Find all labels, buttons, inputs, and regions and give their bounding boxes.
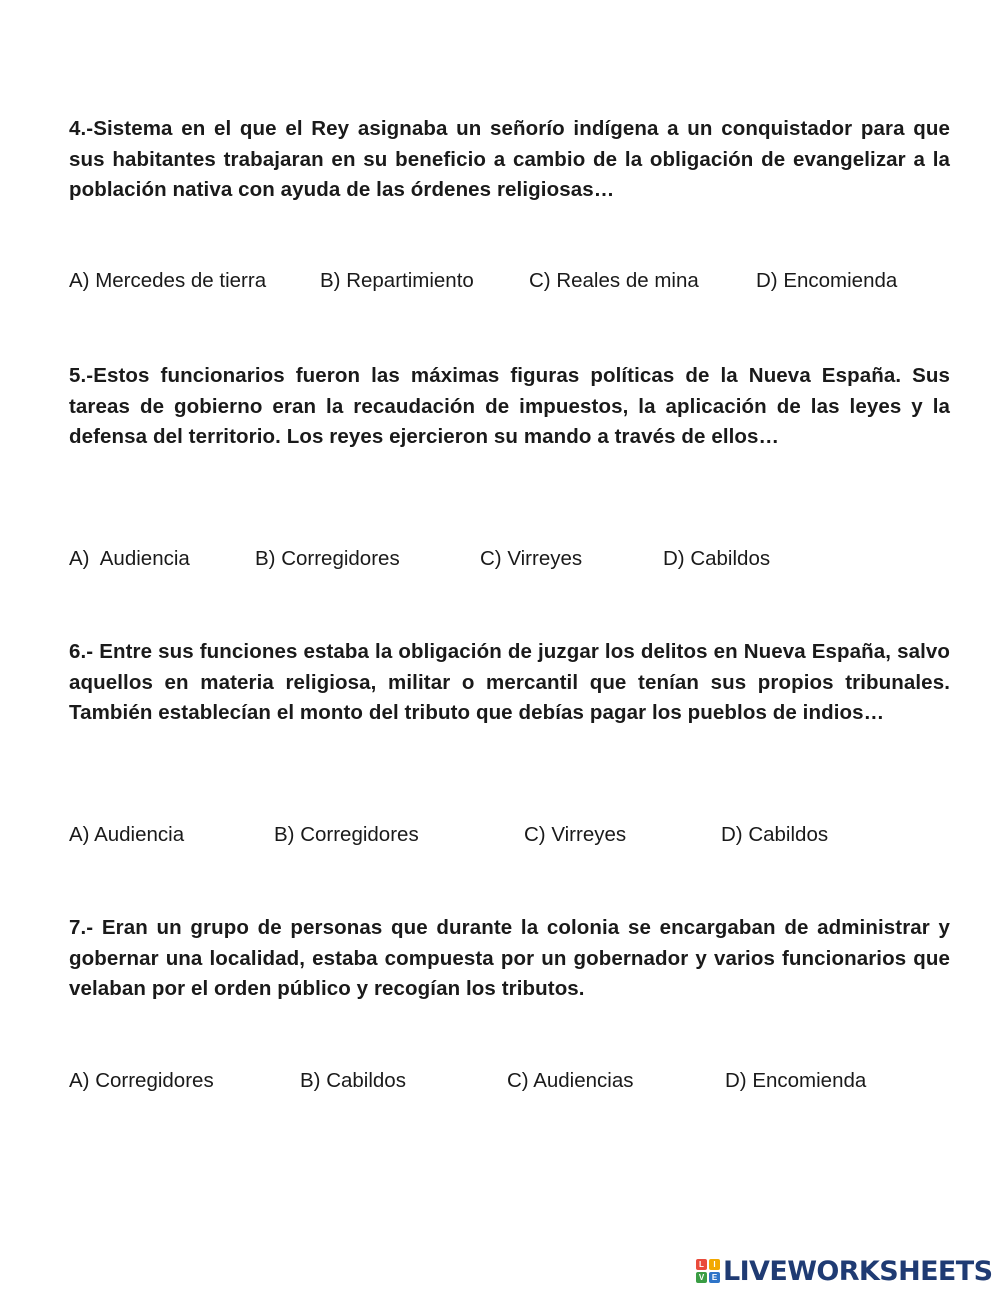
question-7-options: [69, 1066, 950, 1096]
logo-blocks-icon: [696, 1259, 720, 1283]
question-6-option-d[interactable]: D) Cabildos: [721, 823, 829, 846]
question-4-option-d[interactable]: D) Encomienda: [756, 269, 898, 292]
question-5: [69, 361, 950, 570]
question-4: [69, 114, 950, 292]
question-4-option-c[interactable]: C) Reales de mina: [529, 269, 699, 292]
question-5-option-d[interactable]: D) Cabildos: [663, 547, 771, 570]
question-6-option-b[interactable]: B) Corregidores: [274, 823, 419, 846]
question-5-text: 5.-Estos funcionarios fueron las máximas figuras políticas de la Nueva España. Sus tareas de gobierno eran la recaudación de impuestos, la aplicación de las leyes y la defensa del territorio. Los reyes ejercieron su mando a través de ellos…: [69, 364, 950, 448]
question-5-option-b[interactable]: B) Corregidores: [255, 547, 400, 570]
question-6: [69, 637, 950, 846]
logo-block-l: L: [696, 1259, 707, 1270]
question-5-option-c[interactable]: C) Virreyes: [480, 547, 583, 570]
question-7-option-b[interactable]: B) Cabildos: [300, 1069, 406, 1092]
question-6-options: [69, 820, 950, 850]
logo-block-v: V: [696, 1272, 707, 1283]
logo-block-i: I: [709, 1259, 720, 1270]
question-4-option-b[interactable]: B) Repartimiento: [320, 269, 474, 292]
question-6-option-c[interactable]: C) Virreyes: [524, 823, 627, 846]
question-5-option-a[interactable]: A) Audiencia: [69, 547, 190, 570]
liveworksheets-logo: [696, 1254, 992, 1288]
logo-block-e: E: [709, 1272, 720, 1283]
question-6-option-a[interactable]: A) Audiencia: [69, 823, 185, 846]
question-7-option-c[interactable]: C) Audiencias: [507, 1069, 634, 1092]
question-7-text: 7.- Eran un grupo de personas que durante la colonia se encargaban de administrar y gobernar una localidad, estaba compuesta por un gobernador y varios funcionarios que velaban por el orden público y recogían los tributos.: [69, 916, 950, 1000]
question-7: [69, 913, 950, 1092]
question-4-text: 4.-Sistema en el que el Rey asignaba un señorío indígena a un conquistador para que sus habitantes trabajaran en su beneficio a cambio de la obligación de evangelizar a la población nativa con ayuda de las órdenes religiosas…: [69, 117, 950, 201]
question-4-options: [69, 266, 950, 296]
question-5-options: [69, 544, 950, 574]
logo-text: LIVEWORKSHEETS: [723, 1255, 993, 1287]
question-7-option-a[interactable]: A) Corregidores: [69, 1069, 214, 1092]
question-7-option-d[interactable]: D) Encomienda: [725, 1069, 867, 1092]
question-4-option-a[interactable]: A) Mercedes de tierra: [69, 269, 267, 292]
question-6-text: 6.- Entre sus funciones estaba la obligación de juzgar los delitos en Nueva España, salvo aquellos en materia religiosa, militar o mercantil que tenían sus propios tribunales. También establecían el monto del tributo que debías pagar los pueblos de indios…: [69, 640, 950, 724]
